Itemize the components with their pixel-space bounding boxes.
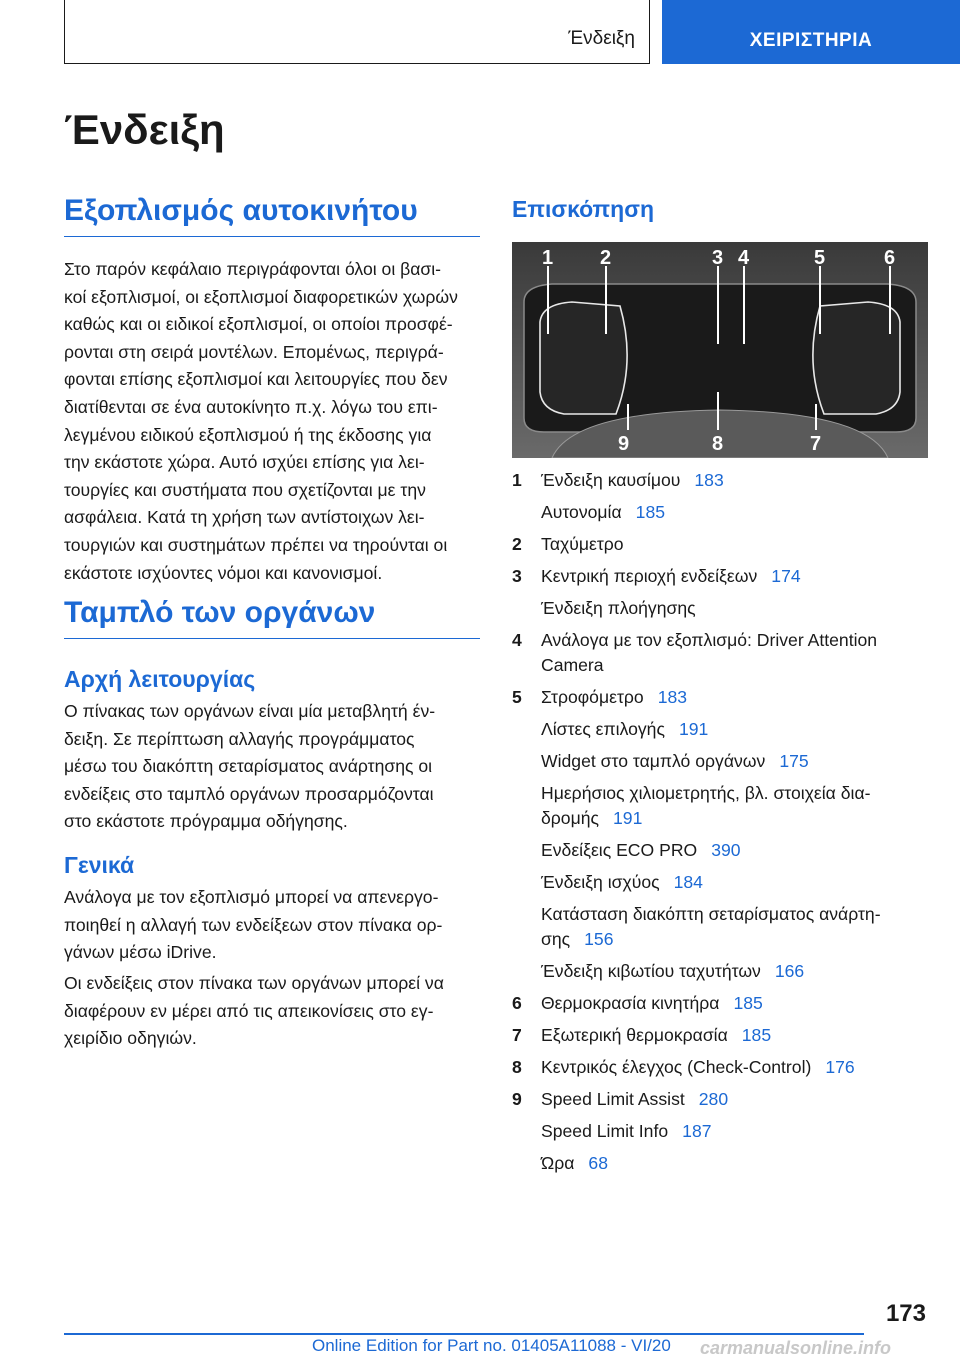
paragraph-line: στο εκάστοτε πρόγραμμα οδήγησης. — [64, 811, 348, 832]
legend-page-link[interactable]: 280 — [698, 1089, 729, 1109]
heading-instrument-cluster: Ταμπλό των οργάνων — [64, 596, 480, 639]
legend-number: 4 — [512, 630, 522, 650]
legend-text: Εξωτερική θερμοκρασία — [541, 1025, 728, 1045]
legend-text-wrap — [541, 685, 932, 710]
legend-row — [512, 781, 932, 831]
legend-text-wrap — [541, 717, 932, 742]
legend-text: Αυτονομία — [541, 502, 622, 522]
paragraph-line: Ο πίνακας των οργάνων είναι μία μεταβλητή έν- — [64, 701, 436, 721]
legend-page-link[interactable]: 191 — [613, 808, 643, 828]
legend-page-link[interactable]: 184 — [673, 872, 703, 892]
legend-text: Speed Limit Info — [541, 1121, 669, 1141]
paragraph-line: φονται επίσης εξοπλισμοί και λειτουργίες που δεν — [64, 369, 448, 390]
legend-number — [512, 500, 541, 525]
legend-text-wrap — [541, 870, 932, 895]
paragraph-line: λεγμένου ειδικού εξοπλισμού ή της έκδοσης για — [64, 424, 432, 445]
legend-text-wrap — [541, 1087, 932, 1112]
paragraph-line: καθώς και οι ειδικοί εξοπλισμοί, οι οποίοι προσφέ- — [64, 314, 453, 335]
cluster-label-3: 3 — [712, 247, 724, 269]
cluster-label-5: 5 — [814, 247, 826, 269]
legend-row — [512, 532, 932, 557]
instrument-cluster-image — [512, 242, 928, 458]
legend-number — [512, 1151, 541, 1176]
legend-text: Θερμοκρασία κινητήρα — [541, 993, 720, 1013]
legend-text: Ταχύμετρο — [541, 534, 624, 554]
legend-page-link[interactable]: 156 — [584, 929, 614, 949]
legend-row — [512, 628, 932, 678]
cluster-label-4: 4 — [738, 247, 750, 269]
legend-number: 8 — [512, 1057, 522, 1077]
legend-text: Ένδειξη κιβωτίου ταχυτήτων — [541, 961, 761, 981]
legend-row — [512, 1087, 932, 1112]
paragraph-vehicle-equipment — [64, 256, 482, 587]
legend-number — [512, 781, 541, 831]
legend-number — [512, 838, 541, 863]
cluster-label-7: 7 — [810, 433, 822, 455]
paragraph-line: ασφάλεια. Κατά τη χρήση των αντίστοιχων λει- — [64, 507, 425, 528]
legend-row — [512, 1023, 932, 1048]
legend-text-wrap — [541, 781, 932, 831]
paragraph-line: χειρίδιο οδηγιών. — [64, 1028, 197, 1049]
legend-text-wrap — [541, 991, 932, 1016]
footer-rule — [64, 1333, 864, 1335]
legend-text: Widget στο ταμπλό οργάνων — [541, 751, 766, 771]
legend-text: Κεντρική περιοχή ενδείξεων — [541, 566, 758, 586]
legend-row — [512, 685, 932, 710]
legend-text-wrap — [541, 838, 932, 863]
footer-edition: Online Edition for Part no. 01405A11088 - VI/20 — [312, 1336, 671, 1355]
header-section-box — [64, 0, 650, 64]
legend-row — [512, 1151, 932, 1176]
legend-number: 1 — [512, 470, 522, 490]
legend-row — [512, 870, 932, 895]
legend-number: 9 — [512, 1089, 522, 1109]
legend-page-link[interactable]: 185 — [741, 1025, 772, 1045]
legend-page-link[interactable]: 390 — [711, 840, 741, 860]
legend-text-wrap — [541, 959, 932, 984]
legend-page-link[interactable]: 191 — [678, 719, 709, 739]
legend-text: Ένδειξη καυσίμου — [541, 470, 681, 490]
legend-text: Στροφόμετρο — [541, 687, 644, 707]
cluster-label-6: 6 — [884, 247, 896, 269]
legend-text-wrap — [541, 596, 932, 621]
legend-row — [512, 749, 932, 774]
legend-text-wrap — [541, 532, 932, 557]
legend-text: Ώρα — [541, 1153, 575, 1173]
legend-row — [512, 991, 932, 1016]
legend-row — [512, 596, 932, 621]
legend-text-wrap — [541, 500, 932, 525]
legend-text-wrap — [541, 902, 932, 952]
paragraph-line: γάνων μέσω iDrive. — [64, 942, 217, 963]
legend-text-wrap — [541, 749, 932, 774]
paragraph-line: ρονται στη σειρά μοντέλων. Επομένως, περιγρά- — [64, 341, 444, 362]
paragraph-line: δειξη. Σε περίπτωση αλλαγής προγράμματος — [64, 728, 415, 749]
legend-page-link[interactable]: 166 — [774, 961, 805, 981]
page-title: Ένδειξη — [64, 106, 225, 153]
legend-row — [512, 1119, 932, 1144]
legend-page-link[interactable]: 187 — [682, 1121, 712, 1141]
paragraph-line: εκάστοτε ισχύοντες νόμοι και κανονισμοί. — [64, 562, 383, 583]
legend-text: Λίστες επιλογής — [541, 719, 665, 739]
legend-text-wrap — [541, 1055, 932, 1080]
legend-text: Ένδειξη ισχύος — [541, 872, 660, 892]
header-section-label: Ένδειξη — [568, 28, 635, 49]
instrument-cluster-drawing — [512, 242, 928, 458]
legend-number — [512, 749, 541, 774]
legend-page-link[interactable]: 183 — [694, 470, 724, 490]
legend-number: 7 — [512, 1025, 522, 1045]
heading-vehicle-equipment: Εξοπλισμός αυτοκινήτου — [64, 194, 480, 237]
legend-number — [512, 717, 541, 742]
heading-overview: Επισκόπηση — [512, 196, 654, 222]
legend-row — [512, 902, 932, 952]
paragraph-line: κοί εξοπλισμοί, οι εξοπλισμοί διαφορετικών χωρών — [64, 286, 458, 307]
legend-number — [512, 959, 541, 984]
legend-text: Κεντρικός έλεγχος (Check-Control) — [541, 1057, 812, 1077]
legend-row — [512, 564, 932, 589]
legend-text: Κατάσταση διακόπτη σεταρίσματος ανάρτη-σης — [541, 904, 881, 949]
legend-page-link[interactable]: 183 — [657, 687, 688, 707]
paragraph-line: την εκάστοτε χώρα. Αυτό ισχύει επίσης για λει- — [64, 452, 425, 473]
legend-number — [512, 870, 541, 895]
heading-general: Γενικά — [64, 852, 135, 878]
paragraph-line: ενδείξεις στο ταμπλό οργάνων προσαρμόζονται — [64, 783, 434, 804]
legend-page-link[interactable]: 185 — [635, 502, 666, 522]
legend-number: 5 — [512, 687, 522, 707]
legend-number: 6 — [512, 993, 522, 1013]
legend-text: Speed Limit Assist — [541, 1089, 685, 1109]
legend-page-link[interactable]: 68 — [588, 1153, 608, 1173]
legend-number — [512, 1119, 541, 1144]
legend-number: 2 — [512, 534, 522, 554]
legend-page-link[interactable]: 176 — [825, 1057, 855, 1077]
legend-row — [512, 468, 932, 493]
footer-watermark: carmanualsonline.info — [700, 1338, 892, 1358]
cluster-label-9: 9 — [618, 433, 630, 455]
legend-row — [512, 1055, 932, 1080]
paragraph-line: Οι ενδείξεις στον πίνακα των οργάνων μπορεί να — [64, 973, 444, 993]
legend-number — [512, 596, 541, 621]
legend-number — [512, 902, 541, 952]
legend-text-wrap — [541, 468, 932, 493]
legend-text-wrap — [541, 628, 932, 678]
legend-text: Ένδειξη πλοήγησης — [541, 598, 696, 618]
header-chapter-tab: ΧΕΙΡΙΣΤΗΡΙΑ — [662, 0, 960, 64]
paragraph-general-1 — [64, 884, 482, 967]
legend-row — [512, 500, 932, 525]
paragraph-line: μέσω του διακόπτη σεταρίσματος ανάρτησης οι — [64, 756, 433, 777]
legend-text: Ημερήσιος χιλιομετρητής, βλ. στοιχεία δια-δρομής — [541, 783, 871, 828]
legend-text-wrap — [541, 564, 932, 589]
paragraph-line: ποιηθεί η αλλαγή των ενδείξεων στον πίνακα ορ- — [64, 914, 443, 935]
paragraph-general-2 — [64, 970, 482, 1053]
heading-principle: Αρχή λειτουργίας — [64, 666, 256, 692]
paragraph-line: τουργιών και συστημάτων πρέπει να τηρούνται οι — [64, 534, 448, 555]
legend-row — [512, 838, 932, 863]
legend-text: Ενδείξεις ECO PRO — [541, 840, 698, 860]
paragraph-line: τουργίες και συστήματα που σχετίζονται με την — [64, 479, 426, 500]
legend-text: Ανάλογα με τον εξοπλισμό: Driver Attention Camera — [541, 630, 878, 675]
paragraph-line: Στο παρόν κεφάλαιο περιγράφονται όλοι οι βασι- — [64, 259, 442, 279]
overview-legend — [512, 468, 932, 1183]
paragraph-line: Ανάλογα με τον εξοπλισμό μπορεί να απενεργο- — [64, 887, 439, 907]
legend-page-link[interactable]: 175 — [779, 751, 809, 771]
paragraph-line: διαφέρουν εν μέρει από τις απεικονίσεις στο εγ- — [64, 1000, 434, 1021]
cluster-label-1: 1 — [542, 247, 554, 269]
page-number: 173 — [885, 1300, 926, 1327]
paragraph-line: διατίθενται σε ένα αυτοκίνητο π.χ. λόγω του επι- — [64, 396, 438, 417]
legend-row — [512, 717, 932, 742]
legend-text-wrap — [541, 1151, 932, 1176]
cluster-label-8: 8 — [712, 433, 724, 455]
legend-page-link[interactable]: 185 — [733, 993, 763, 1013]
legend-row — [512, 959, 932, 984]
legend-text-wrap — [541, 1119, 932, 1144]
legend-text-wrap — [541, 1023, 932, 1048]
legend-page-link[interactable]: 174 — [771, 566, 801, 586]
cluster-label-2: 2 — [600, 247, 612, 269]
paragraph-principle — [64, 698, 482, 836]
legend-number: 3 — [512, 566, 522, 586]
